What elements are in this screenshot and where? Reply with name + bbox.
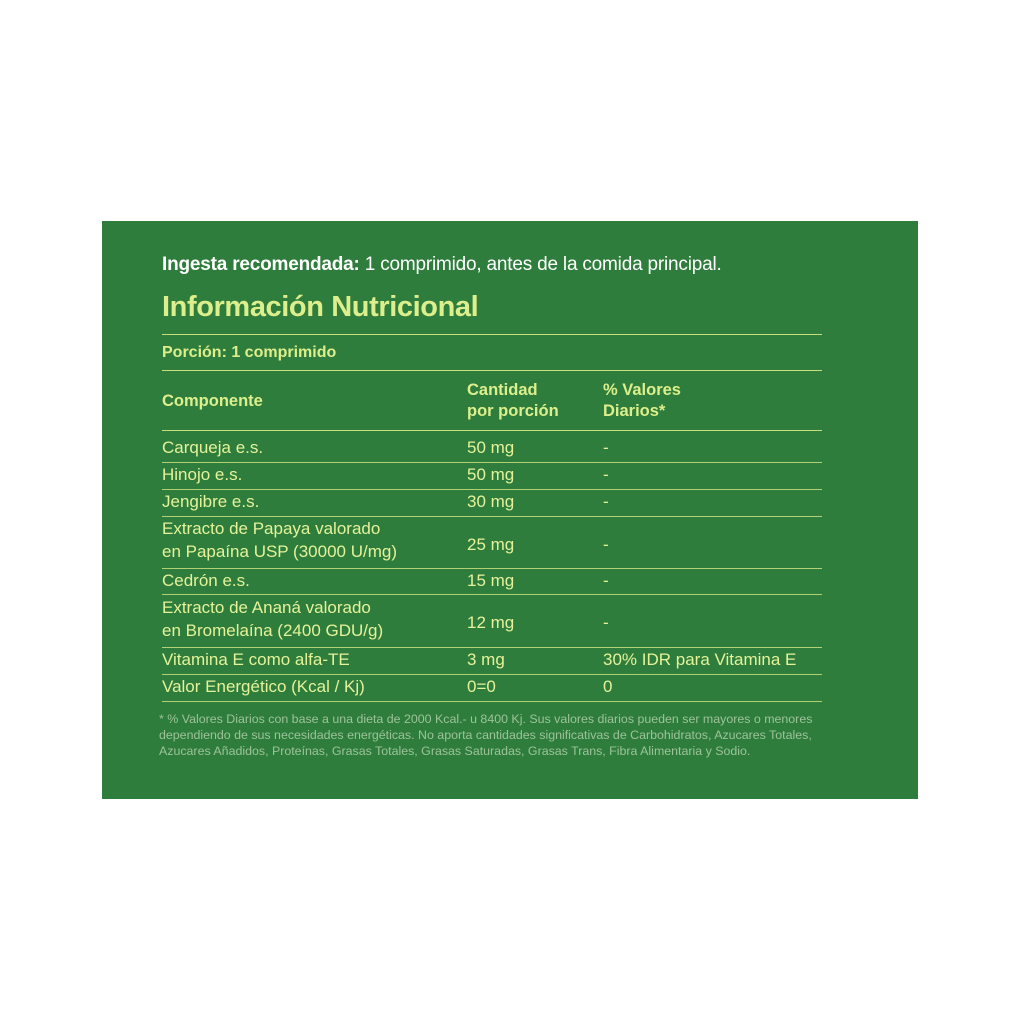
footnote-line: dependiendo de sus necesidades energéticas. No aporta cantidades significativas de Carbohidratos, Azucares Totales, xyxy=(159,728,812,742)
row-divider xyxy=(162,647,822,648)
row-papaya-component-line2: en Papaína USP (30000 U/mg) xyxy=(162,542,397,561)
row-jengibre-daily: - xyxy=(603,492,609,511)
recommended-intake-text: 1 comprimido, antes de la comida principal. xyxy=(359,254,722,275)
row-papaya-daily: - xyxy=(603,535,609,554)
row-vitamina-e-component: Vitamina E como alfa-TE xyxy=(162,650,350,669)
header-component: Componente xyxy=(162,392,263,410)
header-daily-line1: % Valores xyxy=(603,381,681,399)
row-divider xyxy=(162,568,822,569)
recommended-intake-label: Ingesta recomendada: xyxy=(162,254,360,275)
recommended-intake xyxy=(162,254,862,276)
row-energia-daily: 0 xyxy=(603,677,613,696)
portion-label: Porción: 1 comprimido xyxy=(162,344,337,361)
row-hinojo-daily: - xyxy=(603,465,609,484)
row-anana-component-line2: en Bromelaína (2400 GDU/g) xyxy=(162,621,384,640)
title-divider xyxy=(162,334,822,335)
row-divider xyxy=(162,674,822,675)
row-vitamina-e-quantity: 3 mg xyxy=(467,650,505,669)
row-cedron-quantity: 15 mg xyxy=(467,571,515,590)
portion-divider xyxy=(162,370,822,371)
row-carqueja-daily: - xyxy=(603,438,609,457)
row-anana-component-line1: Extracto de Ananá valorado xyxy=(162,598,371,617)
row-hinojo-quantity: 50 mg xyxy=(467,465,515,484)
row-carqueja-component: Carqueja e.s. xyxy=(162,438,264,457)
row-papaya-component-line1: Extracto de Papaya valorado xyxy=(162,519,381,538)
header-quantity-line2: por porción xyxy=(467,402,559,420)
row-anana-daily: - xyxy=(603,613,609,632)
row-papaya-quantity: 25 mg xyxy=(467,535,515,554)
nutrition-panel xyxy=(102,221,918,799)
footnote-line: * % Valores Diarios con base a una dieta de 2000 Kcal.- u 8400 Kj. Sus valores diarios pueden ser mayores o menores xyxy=(159,712,813,726)
row-carqueja-quantity: 50 mg xyxy=(467,438,515,457)
row-cedron-daily: - xyxy=(603,571,609,590)
row-energia-quantity: 0=0 xyxy=(467,677,496,696)
footnote-line: Azucares Añadidos, Proteínas, Grasas Totales, Grasas Saturadas, Grasas Trans, Fibra Alimentaria y Sodio. xyxy=(159,744,751,758)
row-divider xyxy=(162,516,822,517)
nutrition-title: Información Nutricional xyxy=(162,291,479,323)
row-hinojo-component: Hinojo e.s. xyxy=(162,465,243,484)
table-bottom-divider xyxy=(162,701,822,702)
header-divider xyxy=(162,430,822,431)
row-jengibre-quantity: 30 mg xyxy=(467,492,515,511)
row-divider xyxy=(162,489,822,490)
row-cedron-component: Cedrón e.s. xyxy=(162,571,250,590)
row-vitamina-e-daily: 30% IDR para Vitamina E xyxy=(603,650,797,669)
row-jengibre-component: Jengibre e.s. xyxy=(162,492,260,511)
header-quantity-line1: Cantidad xyxy=(467,381,538,399)
row-anana-quantity: 12 mg xyxy=(467,613,515,632)
row-divider xyxy=(162,462,822,463)
header-daily-line2: Diarios* xyxy=(603,402,666,420)
row-energia-component: Valor Energético (Kcal / Kj) xyxy=(162,677,365,696)
footnote xyxy=(159,711,889,759)
row-divider xyxy=(162,594,822,595)
